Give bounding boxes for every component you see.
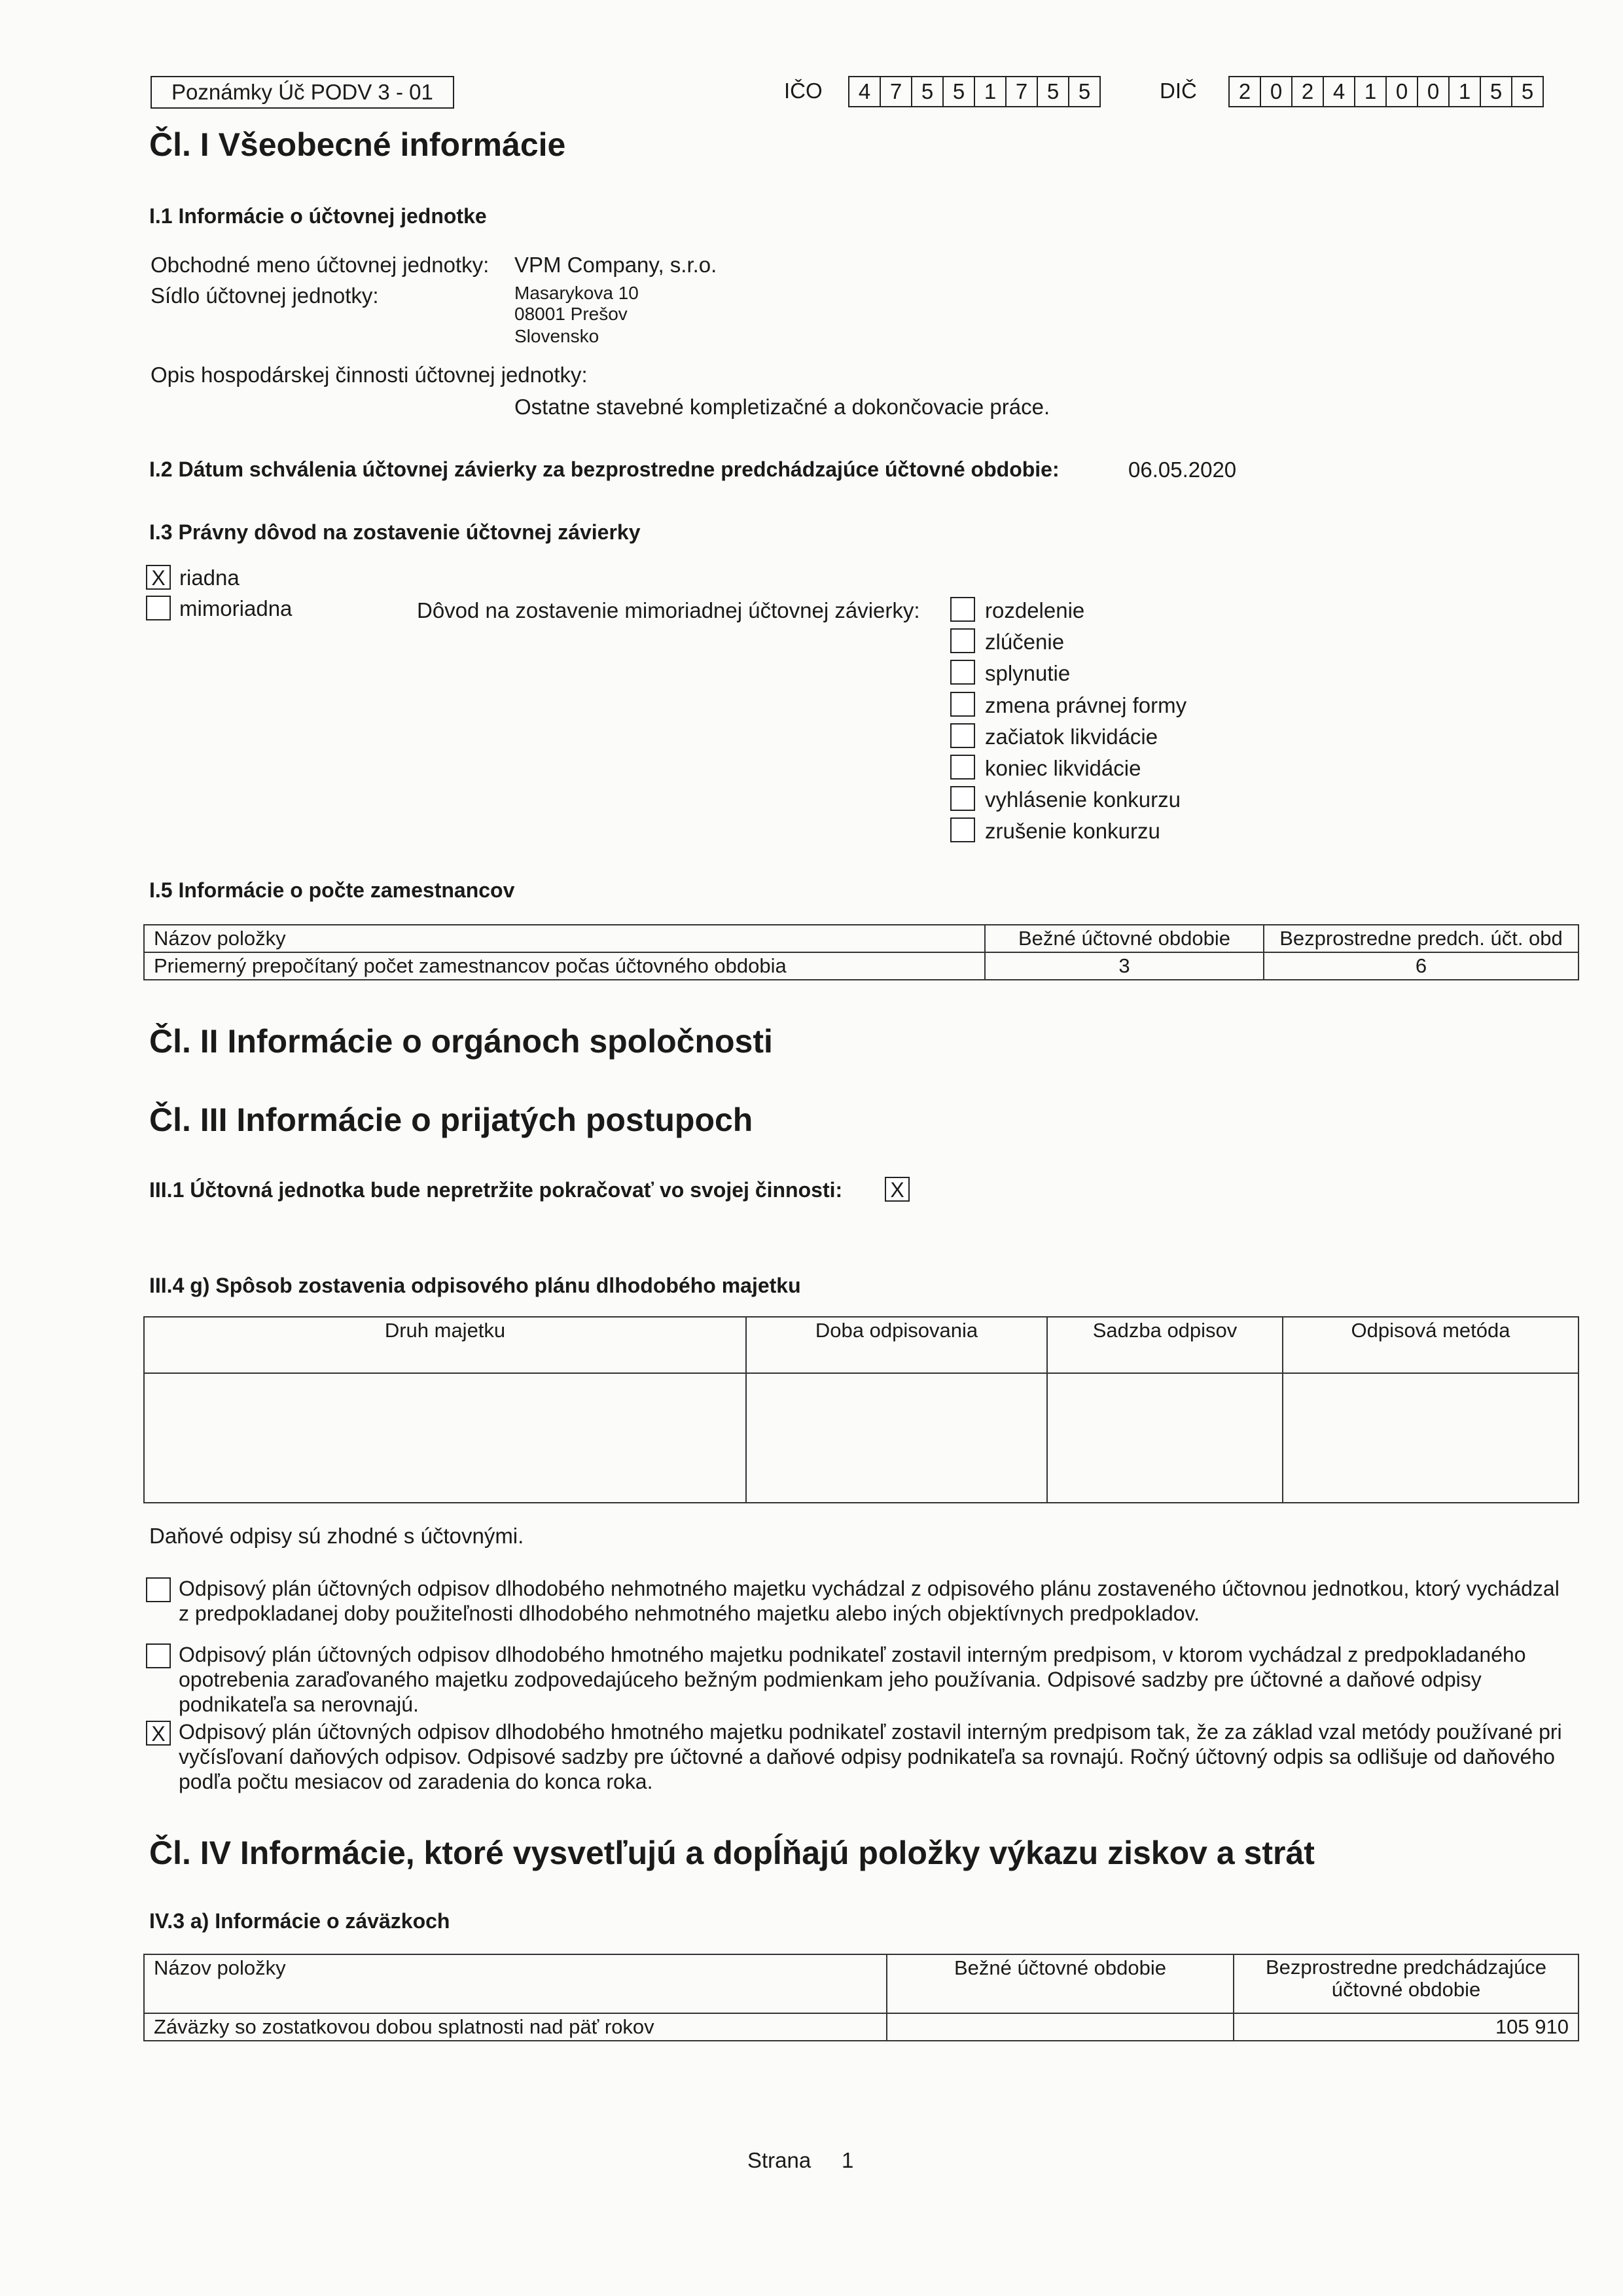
digit-box: 4 (1324, 77, 1355, 106)
i1-title: I.1 Informácie o účtovnej jednotke (149, 204, 487, 228)
cell (1283, 1373, 1578, 1503)
iv3-title: IV.3 a) Informácie o záväzkoch (149, 1909, 450, 1933)
th: Názov položky (144, 1954, 887, 2013)
th: Bežné účtovné obdobie (985, 925, 1264, 952)
th: Bezprostredne predchádzajúce účtovné obdobie (1234, 1954, 1578, 2013)
th: Odpisová metóda (1283, 1317, 1578, 1373)
tax-note: Daňové odpisy sú zhodné s účtovnými. (149, 1524, 524, 1548)
digit-box: 0 (1387, 77, 1418, 106)
cell (144, 1373, 746, 1503)
mimoriadna-label: mimoriadna (179, 596, 293, 620)
digit-box: 5 (1038, 77, 1069, 106)
address-line: Masarykova 10 (514, 283, 639, 303)
reason-label: začiatok likvidácie (985, 724, 1158, 749)
riadna-label: riadna (179, 565, 240, 590)
activity-label: Opis hospodárskej činnosti účtovnej jednotky: (151, 363, 588, 387)
depreciation-option-checkbox[interactable] (146, 1577, 171, 1602)
dic-digits (1228, 76, 1544, 107)
digit-box: 5 (944, 77, 975, 106)
depreciation-option-text: Odpisový plán účtovných odpisov dlhodobého nehmotného majetku vychádzal z odpisového plánu zostaveného účtovnou jednotkou, ktorý vychádzal z predpokladanej doby použiteľnosti dlhodobého nehmotného majetku alebo iných objektívnych predpokladov. (179, 1577, 1560, 1625)
reason-checkbox[interactable] (950, 786, 975, 811)
reason-label: Dôvod na zostavenie mimoriadnej účtovnej závierky: (417, 598, 920, 622)
digit-box: 1 (1355, 77, 1387, 106)
cell: 6 (1264, 952, 1578, 980)
th: Doba odpisovania (746, 1317, 1047, 1373)
form-label: Poznámky Úč PODV 3 - 01 (151, 76, 454, 109)
reason-checkbox[interactable] (950, 755, 975, 780)
reason-label: splynutie (985, 661, 1071, 686)
reason-label: vyhlásenie konkurzu (985, 787, 1181, 812)
reason-label: zlúčenie (985, 630, 1065, 655)
reason-label: koniec likvidácie (985, 756, 1141, 780)
cell (887, 2013, 1234, 2041)
i2-title: I.2 Dátum schválenia účtovnej závierky za bezprostredne predchádzajúce účtovné obdobie: (149, 457, 1060, 481)
digit-box: 7 (1007, 77, 1038, 106)
digit-box: 4 (849, 77, 881, 106)
cell (1047, 1373, 1283, 1503)
dic-label: DIČ (1160, 79, 1197, 103)
liabilities-table (143, 1954, 1579, 2041)
section-1-title: Čl. I Všeobecné informácie (149, 126, 566, 163)
approval-date: 06.05.2020 (1128, 457, 1237, 482)
th: Bezprostredne predch. účt. obd (1264, 925, 1578, 952)
address-line: Slovensko (514, 326, 599, 346)
cell: Záväzky so zostatkovou dobou splatnosti nad päť rokov (144, 2013, 887, 2041)
i5-title: I.5 Informácie o počte zamestnancov (149, 878, 515, 902)
digit-box: 5 (1521, 79, 1534, 103)
reason-checkbox[interactable] (950, 817, 975, 842)
cell (746, 1373, 1047, 1503)
reason-checkbox[interactable] (950, 692, 975, 717)
employees-table (143, 924, 1579, 980)
digit-box: 5 (1481, 77, 1512, 106)
digit-box: 2 (1230, 77, 1261, 106)
digit-box: 2 (1293, 77, 1324, 106)
iii1-title: III.1 Účtovná jednotka bude nepretržite pokračovať vo svojej činnosti: (149, 1178, 843, 1202)
depreciation-option-checkbox[interactable] (146, 1643, 171, 1668)
table-row (144, 952, 1578, 980)
digit-box: 1 (1450, 77, 1481, 106)
activity: Ostatne stavebné kompletizačné a dokončovacie práce. (514, 395, 1050, 419)
seat-label: Sídlo účtovnej jednotky: (151, 283, 379, 308)
reason-checkbox[interactable] (950, 723, 975, 748)
section-3-title: Čl. III Informácie o prijatých postupoch (149, 1102, 753, 1138)
cell: Priemerný prepočítaný počet zamestnancov počas účtovného obdobia (144, 952, 985, 980)
page-number: 1 (842, 2148, 854, 2172)
cell: 3 (985, 952, 1264, 980)
depreciation-option-checkbox[interactable]: X (146, 1721, 171, 1746)
digit-box: 5 (912, 77, 944, 106)
th: Sadzba odpisov (1047, 1317, 1283, 1373)
ico-digits (848, 76, 1101, 107)
page-label: Strana (747, 2148, 812, 2172)
ico-label: IČO (784, 79, 823, 103)
name-label: Obchodné meno účtovnej jednotky: (151, 253, 490, 277)
section-2-title: Čl. II Informácie o orgánoch spoločnosti (149, 1023, 773, 1060)
continuity-checkbox[interactable]: X (885, 1177, 910, 1202)
cell: 105 910 (1234, 2013, 1578, 2041)
table-row (144, 2013, 1578, 2041)
address-line: 08001 Prešov (514, 304, 628, 324)
riadna-checkbox[interactable]: X (146, 565, 171, 590)
reason-checkbox[interactable] (950, 628, 975, 653)
digit-box: 1 (975, 77, 1007, 106)
depreciation-option-text: Odpisový plán účtovných odpisov dlhodobého hmotného majetku podnikateľ zostavil interným predpisom tak, že za základ vzal metódy používané pri vyčísľovaní daňových odpisov. Odpisové sadzby pre účtovné a daňové odpisy podnikateľa sa rovnajú. Ročný účtovný odpis sa odlišuje od daňového podľa počtu mesiacov od zaradenia do konca roka. (179, 1720, 1562, 1793)
mimoriadna-checkbox[interactable] (146, 596, 171, 620)
section-4-title: Čl. IV Informácie, ktoré vysvetľujú a dopĺňajú položky výkazu ziskov a strát (149, 1835, 1315, 1871)
i3-title: I.3 Právny dôvod na zostavenie účtovnej závierky (149, 520, 641, 544)
reason-label: zmena právnej formy (985, 692, 1187, 717)
table-row (144, 1373, 1578, 1503)
iii4-title: III.4 g) Spôsob zostavenia odpisového plánu dlhodobého majetku (149, 1274, 801, 1297)
reason-label: rozdelenie (985, 598, 1085, 622)
digit-box: 5 (1078, 79, 1091, 103)
reason-checkbox[interactable] (950, 597, 975, 622)
th: Názov položky (144, 925, 985, 952)
th: Bežné účtovné obdobie (887, 1954, 1234, 2013)
digit-box: 0 (1418, 77, 1450, 106)
depreciation-option-text: Odpisový plán účtovných odpisov dlhodobého hmotného majetku podnikateľ zostavil interným predpisom, v ktorom vychádzal z predpokladaného opotrebenia zaraďovaného majetku zodpovedajúceho bežným podmienkam jeho používania. Odpisové sadzby pre účtovné a daňové odpisy podnikateľa sa nerovnajú. (179, 1643, 1526, 1716)
depreciation-table (143, 1316, 1579, 1503)
company-name: VPM Company, s.r.o. (514, 253, 717, 277)
reason-label: zrušenie konkurzu (985, 819, 1160, 844)
reason-checkbox[interactable] (950, 660, 975, 685)
digit-box: 0 (1261, 77, 1293, 106)
digit-box: 7 (881, 77, 912, 106)
th: Druh majetku (144, 1317, 746, 1373)
